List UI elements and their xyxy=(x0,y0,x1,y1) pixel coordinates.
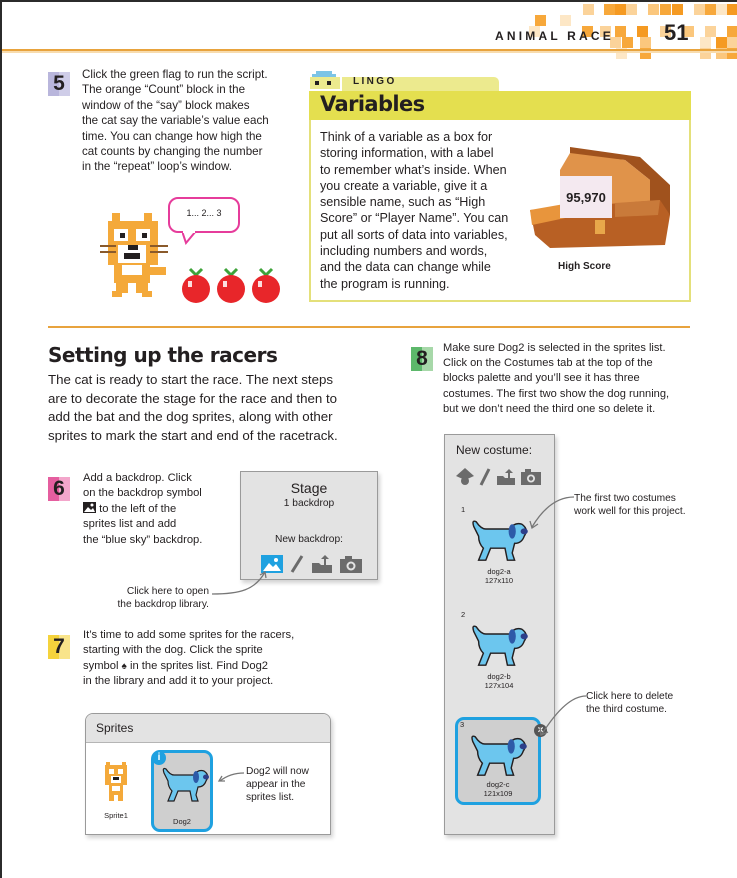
text-line: window of the “say” block makes xyxy=(82,98,250,112)
costumes-annotation xyxy=(574,492,704,518)
sprites-panel xyxy=(85,713,331,835)
costume-library-icon[interactable] xyxy=(456,468,474,486)
annotation-arrow xyxy=(520,493,576,533)
text-line: costumes. The first two show the dog running, xyxy=(443,387,670,400)
text-line: and the data can change while xyxy=(320,260,491,275)
cat-sprite-illustration xyxy=(100,205,170,310)
text-line: the backdrop library. xyxy=(117,599,209,610)
info-glyph: i xyxy=(157,752,161,763)
frame-border-left xyxy=(0,0,2,878)
camera-icon[interactable] xyxy=(521,469,541,485)
text-fragment: to the left of the xyxy=(99,502,177,515)
text-line: Click here to delete xyxy=(586,691,674,702)
text-line: sprites list and add xyxy=(83,518,177,531)
step-number: 8 xyxy=(416,347,428,370)
step-5-text xyxy=(82,67,297,175)
text-line: put all sorts of data into variables, xyxy=(320,227,508,242)
text-line: sprites to mark the start and end of the racetrack. xyxy=(48,427,338,443)
annotation-arrow xyxy=(216,769,246,789)
dog-sprite-icon xyxy=(160,765,210,805)
annotation-arrow xyxy=(536,692,588,738)
header-pixel xyxy=(716,4,727,15)
text-line: Dog2 will now xyxy=(246,766,309,777)
header-pixel xyxy=(705,26,716,37)
header-pixel xyxy=(615,4,626,15)
text-line: storing information, with a label xyxy=(320,146,494,161)
text-line: including numbers and words, xyxy=(320,244,488,259)
text-line: work well for this project. xyxy=(574,506,686,517)
text-line: Score” or “Player Name”. You can xyxy=(320,211,509,226)
paint-brush-icon[interactable] xyxy=(290,554,304,574)
section-title: Setting up the racers xyxy=(48,343,278,367)
lingo-body xyxy=(320,129,520,292)
delete-annotation xyxy=(586,690,706,716)
text-line: the program is running. xyxy=(320,276,450,291)
chest-caption: High Score xyxy=(558,261,611,272)
step-number-badge xyxy=(411,347,433,371)
text-line: Click the green flag to run the script. xyxy=(82,68,268,81)
text-line: cat counts by changing the number xyxy=(82,145,263,159)
costume-index: 3 xyxy=(460,720,465,729)
lingo-robot-icon xyxy=(310,71,340,89)
text-line-with-icon xyxy=(83,659,323,674)
costume-index: 1 xyxy=(461,505,466,514)
step-8-text xyxy=(443,341,703,417)
text-line: sprites list. xyxy=(246,792,295,803)
score-value: 95,970 xyxy=(566,189,606,205)
text-line: but we don’t need the third one so delete it. xyxy=(443,402,656,415)
text-line: to remember what’s inside. When xyxy=(320,162,507,177)
header-pixel xyxy=(583,4,594,15)
delete-costume-button[interactable]: × xyxy=(534,724,547,737)
header-pixel xyxy=(615,26,626,37)
stage-backdrop-count: 1 backdrop xyxy=(283,498,335,509)
header-pixel xyxy=(637,26,648,37)
header-pixel xyxy=(648,4,659,15)
text-line: add the bat and the dog sprites, along with other xyxy=(48,409,333,424)
costume-index: 2 xyxy=(461,610,466,619)
section-divider xyxy=(48,326,690,328)
lingo-tag: LINGO xyxy=(353,76,397,87)
new-backdrop-label: New backdrop: xyxy=(275,534,343,545)
text-line: The first two costumes xyxy=(574,493,676,504)
header-pixel xyxy=(622,37,633,48)
dog-costume-icon xyxy=(469,622,529,670)
header-pixel xyxy=(727,4,737,15)
text-line: the “blue sky” backdrop. xyxy=(83,533,203,546)
text-line-with-icon xyxy=(83,502,223,517)
apples-illustration xyxy=(180,265,282,305)
sprite-thumbnail-dog2[interactable] xyxy=(151,750,213,832)
backdrop-annotation xyxy=(107,585,209,611)
paint-brush-icon[interactable] xyxy=(479,468,491,486)
header-pixel xyxy=(716,37,727,48)
text-line: are to decorate the stage for the race and then to xyxy=(48,390,338,406)
header-pixel xyxy=(727,37,737,48)
header-pixel xyxy=(626,4,637,15)
step-number-badge xyxy=(48,635,70,659)
text-line: on the backdrop symbol xyxy=(83,487,202,500)
text-line: starting with the dog. Click the sprite xyxy=(83,644,263,657)
header-pixel xyxy=(560,15,571,26)
step-number-badge xyxy=(48,72,70,96)
header-pixel xyxy=(694,4,705,15)
text-fragment: symbol xyxy=(83,659,119,672)
text-line: in the “repeat” loop’s window. xyxy=(82,160,232,174)
info-icon[interactable] xyxy=(152,751,166,765)
costume-item-3[interactable] xyxy=(455,717,544,805)
header-pixel xyxy=(660,4,671,15)
text-line: time. You can change how high the xyxy=(82,129,262,143)
text-line: Click here to open xyxy=(126,586,209,597)
step-6-text xyxy=(83,471,223,548)
dog-costume-icon xyxy=(468,732,528,780)
header-pixel xyxy=(727,26,737,37)
sprite-name: Sprite1 xyxy=(104,811,128,820)
sprite-thumbnail-sprite1[interactable] xyxy=(96,762,136,820)
text-line: the third costume. xyxy=(586,704,667,715)
section-intro xyxy=(48,371,396,445)
sprites-panel-title: Sprites xyxy=(86,714,330,743)
text-line: sensible name, such as “High xyxy=(320,195,486,210)
chapter-title: ANIMAL RACE xyxy=(495,29,614,43)
stage-title: Stage xyxy=(290,480,328,496)
speech-bubble xyxy=(168,197,240,233)
new-costume-label: New costume: xyxy=(456,443,533,457)
step-number: 6 xyxy=(53,477,65,500)
text-line: blocks palette and you’ll see it has three xyxy=(443,372,640,385)
text-line: The orange “Count” block in the xyxy=(82,83,246,97)
page-number: 51 xyxy=(664,20,689,45)
costume-name: dog2-a 127x110 xyxy=(484,567,514,585)
header-pixel xyxy=(535,15,546,26)
text-line: the cat say the variable’s value each xyxy=(82,114,269,128)
cat-sprite-icon xyxy=(103,762,129,806)
text-line: in the library and add it to your project. xyxy=(83,675,274,688)
stage-panel xyxy=(240,471,378,580)
text-line: Think of a variable as a box for xyxy=(320,130,493,144)
backdrop-symbol-icon xyxy=(83,502,96,513)
step-number: 5 xyxy=(53,72,65,95)
step-number: 7 xyxy=(53,635,65,658)
costume-item-2[interactable] xyxy=(459,610,539,700)
header-pixel xyxy=(640,37,651,48)
new-backdrop-icons xyxy=(261,554,362,574)
annotation-arrow xyxy=(210,570,270,600)
step-number-badge xyxy=(48,477,70,501)
header-pixel xyxy=(705,4,716,15)
header-rule-shadow xyxy=(2,51,737,53)
speech-bubble-text: 1... 2... 3 xyxy=(186,208,222,218)
header-pixel xyxy=(700,37,711,48)
text-line: appear in the xyxy=(246,779,306,790)
frame-border-top xyxy=(0,0,737,2)
text-line: Add a backdrop. Click xyxy=(83,472,192,484)
costume-name: dog2-b 127x104 xyxy=(484,672,514,690)
costume-name: dog2-c 121x109 xyxy=(483,780,513,798)
camera-icon[interactable] xyxy=(340,555,362,573)
score-label-card xyxy=(560,176,612,218)
dog2-annotation xyxy=(246,765,326,804)
text-line: The cat is ready to start the race. The next steps xyxy=(48,372,334,387)
text-line: It’s time to add some sprites for the racers, xyxy=(83,629,295,641)
sprite-name: Dog2 xyxy=(173,817,191,826)
step-7-text xyxy=(83,628,323,690)
new-costume-icons xyxy=(456,468,541,486)
speech-bubble-tail xyxy=(182,231,198,245)
text-line: Make sure Dog2 is selected in the sprites list. xyxy=(443,342,666,354)
upload-icon[interactable] xyxy=(311,554,333,574)
lingo-title: Variables xyxy=(320,92,425,116)
header-pixel xyxy=(604,4,615,15)
upload-icon[interactable] xyxy=(496,468,516,486)
text-fragment: in the sprites list. Find Dog2 xyxy=(129,659,269,672)
text-line: Click on the Costumes tab at the top of the xyxy=(443,357,653,370)
header-pixel xyxy=(672,4,683,15)
sprite-symbol-icon: ♠ xyxy=(121,660,127,672)
text-line: you create a variable, give it a xyxy=(320,178,488,193)
